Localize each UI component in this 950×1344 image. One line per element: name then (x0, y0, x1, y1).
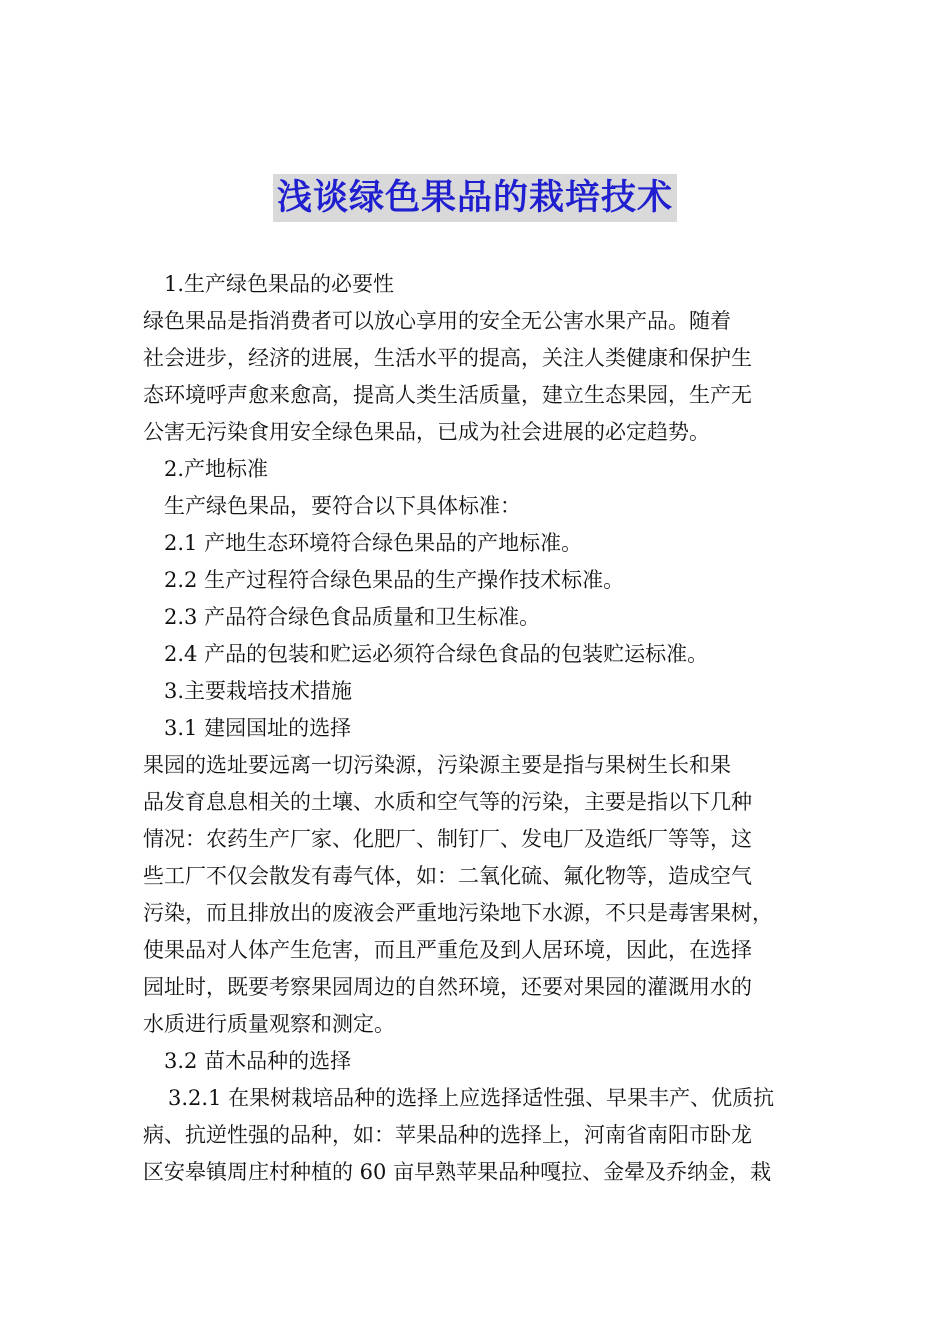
text-line: 2.1 产地生态环境符合绿色果品的产地标准。 (164, 531, 583, 555)
text-line: 2.4 产品的包装和贮运必须符合绿色食品的包装贮运标准。 (164, 642, 709, 666)
text-line: 2.2 生产过程符合绿色果品的生产操作技术标准。 (164, 568, 625, 592)
title-wrapper (0, 174, 950, 222)
text-line: 生产绿色果品，要符合以下具体标准： (164, 494, 521, 518)
text-line: 情况：农药生产厂家、化肥厂、制钉厂、发电厂及造纸厂等等，这 (143, 827, 752, 851)
text-line: 3.主要栽培技术措施 (164, 679, 353, 703)
text-line: 区安皋镇周庄村种植的 60 亩早熟苹果品种嘎拉、金晕及乔纳金，栽 (143, 1160, 772, 1184)
text-line: 污染，而且排放出的废液会严重地污染地下水源，不只是毒害果树， (143, 901, 773, 925)
text-line: 3.2 苗木品种的选择 (164, 1049, 352, 1073)
text-line: 2.3 产品符合绿色食品质量和卫生标准。 (164, 605, 541, 629)
text-line: 园址时，既要考察果园周边的自然环境，还要对果园的灌溉用水的 (143, 975, 752, 999)
text-line: 些工厂不仅会散发有毒气体，如：二氧化硫、氟化物等，造成空气 (143, 864, 752, 888)
document-title: 浅谈绿色果品的栽培技术 (273, 174, 677, 222)
text-line: 3.1 建园国址的选择 (164, 716, 352, 740)
text-line: 3.2.1 在果树栽培品种的选择上应选择适性强、早果丰产、优质抗 (168, 1086, 775, 1110)
text-line: 绿色果品是指消费者可以放心享用的安全无公害水果产品。随着 (143, 309, 731, 333)
text-line: 公害无污染食用安全绿色果品，已成为社会进展的必定趋势。 (143, 420, 710, 444)
document-body (143, 266, 811, 1191)
text-line: 使果品对人体产生危害，而且严重危及到人居环境，因此，在选择 (143, 938, 752, 962)
text-line: 态环境呼声愈来愈高，提高人类生活质量，建立生态果园，生产无 (143, 383, 752, 407)
text-line: 水质进行质量观察和测定。 (143, 1012, 395, 1036)
text-line: 果园的选址要远离一切污染源，污染源主要是指与果树生长和果 (143, 753, 731, 777)
text-line: 1.生产绿色果品的必要性 (164, 272, 395, 296)
text-line: 病、抗逆性强的品种，如：苹果品种的选择上，河南省南阳市卧龙 (143, 1123, 752, 1147)
text-line: 品发育息息相关的土壤、水质和空气等的污染，主要是指以下几种 (143, 790, 752, 814)
text-line: 2.产地标准 (164, 457, 269, 481)
text-line: 社会进步，经济的进展，生活水平的提高，关注人类健康和保护生 (143, 346, 752, 370)
